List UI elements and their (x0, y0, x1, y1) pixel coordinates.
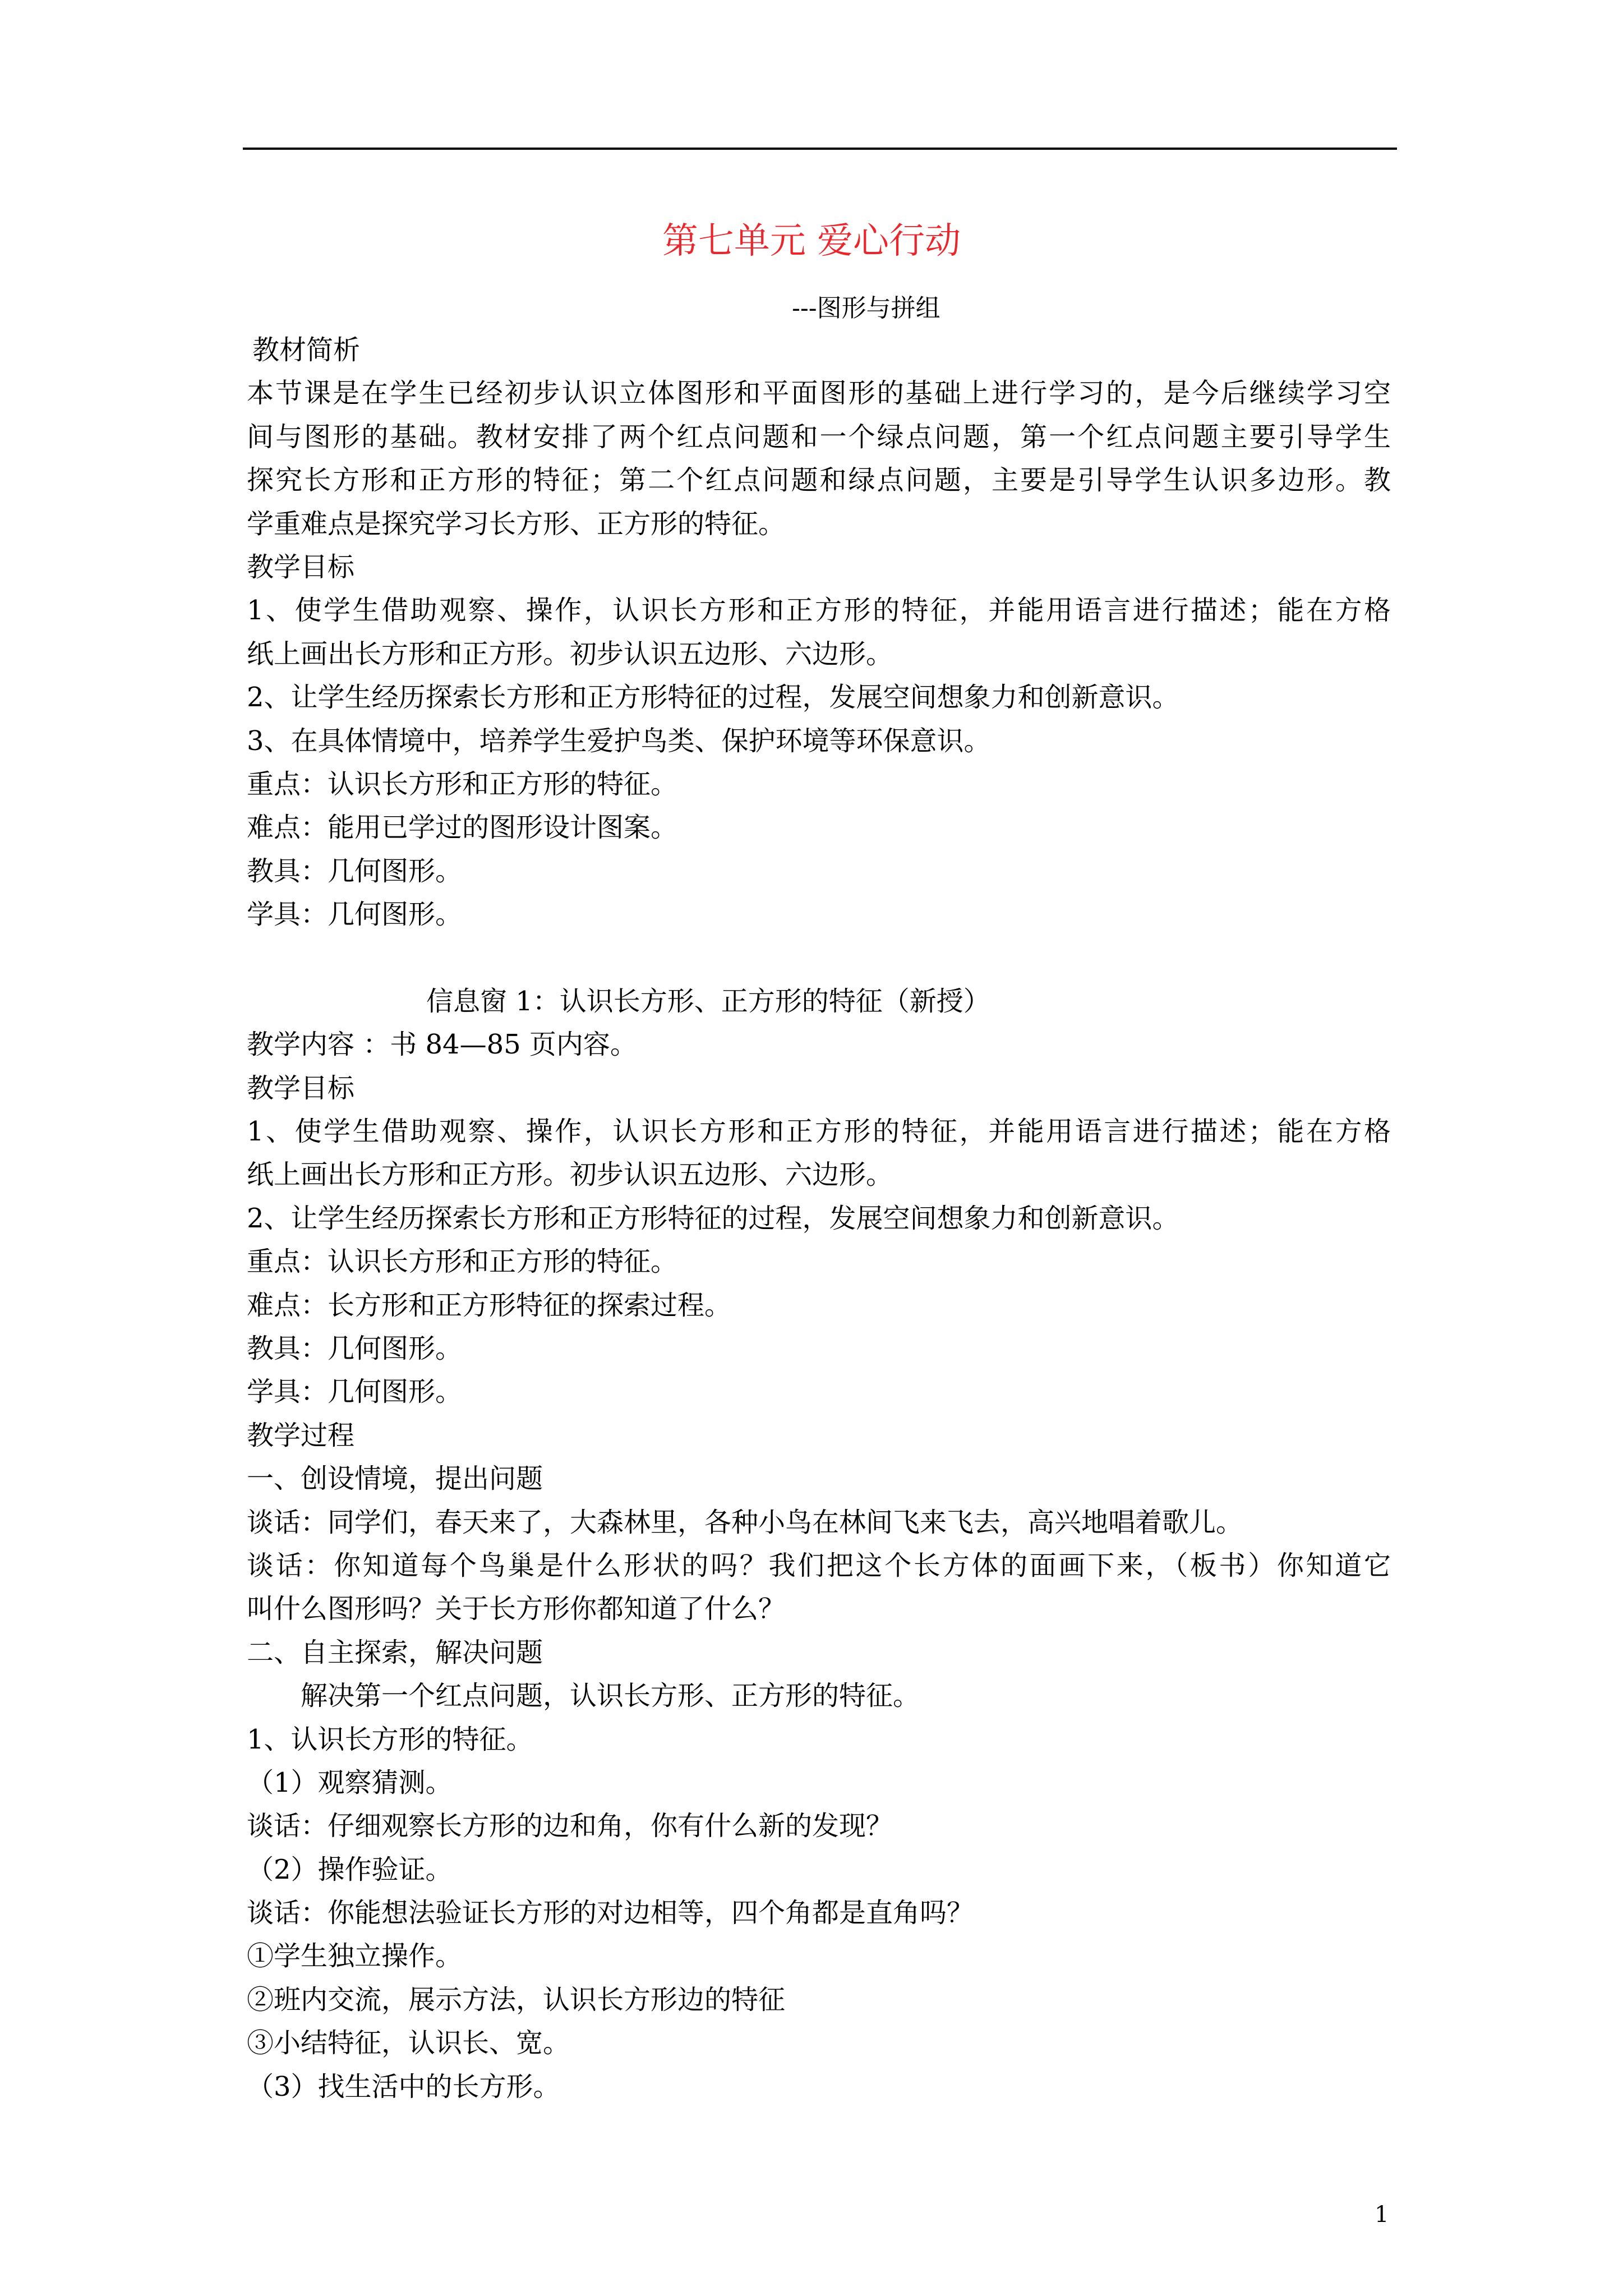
paragraph-line: 重点：认识长方形和正方形的特征。 (247, 1246, 678, 1278)
paragraph-line: ①学生独立操作。 (247, 1940, 463, 1972)
paragraph-line: （2）操作验证。 (247, 1853, 453, 1885)
paragraph-line: 2、让学生经历探索长方形和正方形特征的过程，发展空间想象力和创新意识。 (247, 1202, 1179, 1234)
paragraph-line: 纸上画出长方形和正方形。初步认识五边形、六边形。 (247, 1159, 893, 1191)
paragraph-line: 谈话：你知道每个鸟巢是什么形状的吗？我们把这个长方体的面画下来，（板书）你知道它 (247, 1549, 1391, 1581)
paragraph-line: 重点：认识长方形和正方形的特征。 (247, 768, 678, 800)
paragraph-line: 教学内容 ：书 84—85 页内容。 (247, 1029, 637, 1061)
paragraph-line: 二、自主探索，解决问题 (247, 1636, 543, 1668)
section-heading: 信息窗 1：认识长方形、正方形的特征（新授） (426, 985, 990, 1017)
paragraph-line: 谈话：同学们，春天来了，大森林里，各种小鸟在林间飞来飞去，高兴地唱着歌儿。 (247, 1506, 1243, 1538)
paragraph-line: （3）找生活中的长方形。 (247, 2070, 560, 2102)
document-body (247, 329, 1391, 2109)
paragraph-line: 叫什么图形吗？关于长方形你都知道了什么？ (247, 1593, 786, 1625)
header-rule (243, 148, 1397, 150)
paragraph-line: 解决第一个红点问题，认识长方形、正方形的特征。 (301, 1680, 920, 1712)
paragraph-line: 学具：几何图形。 (247, 1376, 463, 1408)
section-heading: 教学目标 (247, 551, 355, 583)
paragraph-line: 3、在具体情境中，培养学生爱护鸟类、保护环境等环保意识。 (247, 725, 991, 757)
paragraph-line: 2、让学生经历探索长方形和正方形特征的过程，发展空间想象力和创新意识。 (247, 682, 1179, 714)
paragraph-line: 谈话：你能想法验证长方形的对边相等，四个角都是直角吗？ (247, 1897, 974, 1929)
paragraph-line: ②班内交流，展示方法，认识长方形边的特征 (247, 1984, 786, 2016)
paragraph-line: （1）观察猜测。 (247, 1766, 453, 1798)
paragraph-line: 学具：几何图形。 (247, 899, 463, 931)
paragraph-line: 本节课是在学生已经初步认识立体图形和平面图形的基础上进行学习的，是今后继续学习空 (247, 378, 1391, 409)
paragraph-line: 1、使学生借助观察、操作，认识长方形和正方形的特征，并能用语言进行描述；能在方格 (247, 1116, 1391, 1148)
page-number: 1 (1375, 2202, 1389, 2228)
section-heading: 教学过程 (247, 1419, 355, 1451)
paragraph-line: 纸上画出长方形和正方形。初步认识五边形、六边形。 (247, 638, 893, 670)
paragraph-line: 难点：长方形和正方形特征的探索过程。 (247, 1289, 732, 1321)
paragraph-line: ③小结特征，认识长、宽。 (247, 2027, 570, 2059)
paragraph-line: 谈话：仔细观察长方形的边和角，你有什么新的发现？ (247, 1810, 893, 1842)
section-heading: 教学目标 (247, 1072, 355, 1104)
paragraph-line: 学重难点是探究学习长方形、正方形的特征。 (247, 508, 786, 540)
paragraph-line: 教具：几何图形。 (247, 855, 463, 887)
page-title: 第七单元 爱心行动 (662, 220, 961, 262)
blank-line (247, 936, 1391, 979)
paragraph-line: 教具：几何图形。 (247, 1332, 463, 1364)
paragraph-line: 1、使学生借助观察、操作，认识长方形和正方形的特征，并能用语言进行描述；能在方格 (247, 595, 1391, 627)
section-heading: 教材简析 (252, 334, 361, 366)
paragraph-line: 间与图形的基础。教材安排了两个红点问题和一个绿点问题，第一个红点问题主要引导学生 (247, 421, 1391, 453)
paragraph-line: 一、创设情境，提出问题 (247, 1463, 543, 1495)
paragraph-line: 探究长方形和正方形的特征；第二个红点问题和绿点问题，主要是引导学生认识多边形。教 (247, 464, 1391, 496)
paragraph-line: 1、认识长方形的特征。 (247, 1723, 533, 1755)
paragraph-line: 难点：能用已学过的图形设计图案。 (247, 812, 678, 844)
page-subtitle: ---图形与拼组 (792, 294, 940, 323)
